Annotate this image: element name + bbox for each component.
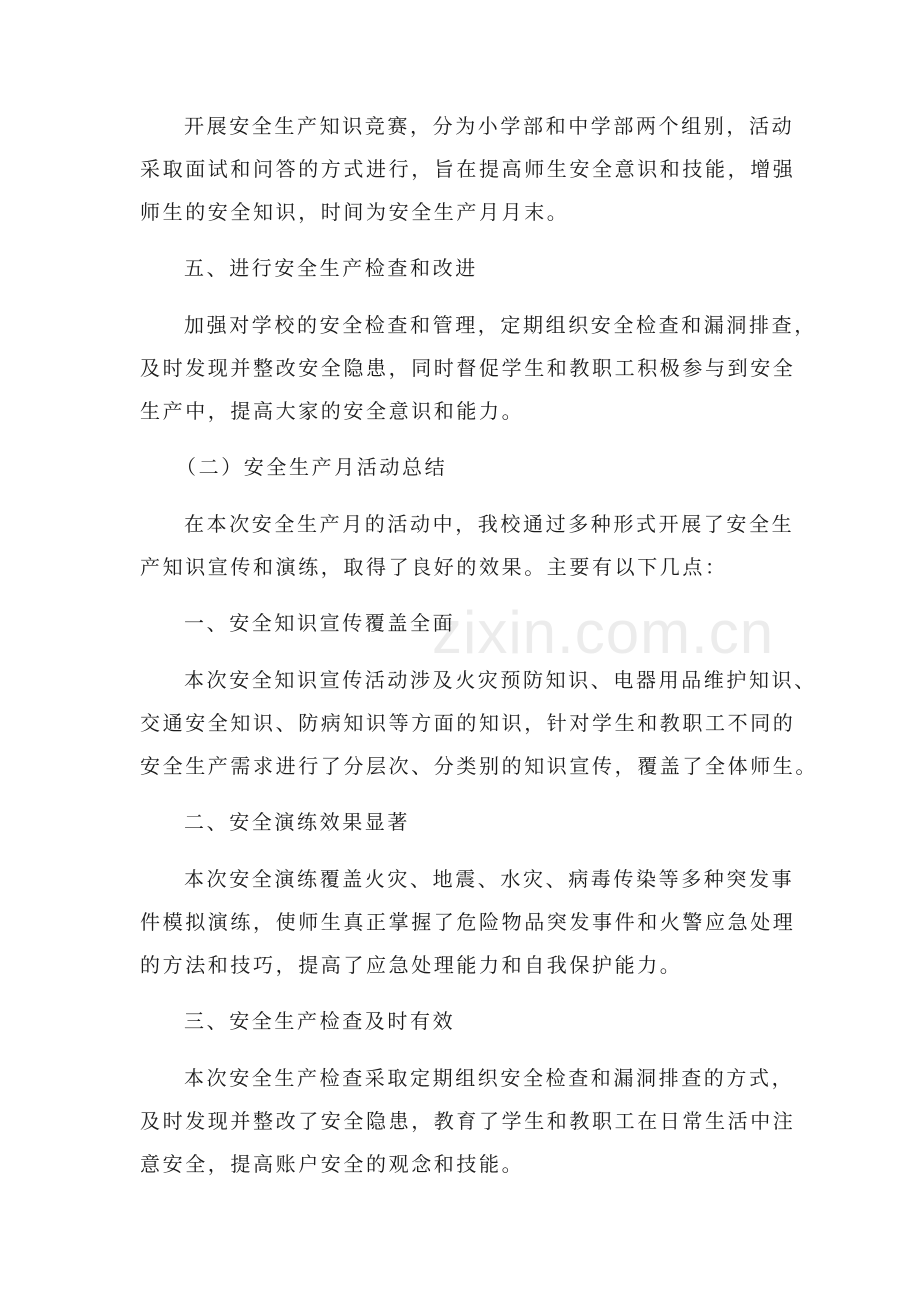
paragraph-line: 采取面试和问答的方式进行，旨在提高师生安全意识和技能，增强 bbox=[140, 157, 796, 181]
paragraph-line: 生产中，提高大家的安全意识和能力。 bbox=[140, 399, 525, 423]
paragraph-line: 及时发现并整改安全隐患，同时督促学生和教职工积极参与到安全 bbox=[140, 356, 796, 380]
paragraph-line: 本次安全知识宣传活动涉及火灾预防知识、电器用品维护知识、 bbox=[184, 668, 817, 692]
section-heading: 三、安全生产检查及时有效 bbox=[184, 1009, 456, 1033]
paragraph-line: 交通安全知识、防病知识等方面的知识，针对学生和教职工不同的 bbox=[140, 711, 796, 735]
section-heading: （二）安全生产月活动总结 bbox=[176, 455, 448, 479]
watermark: zixin.com.cn bbox=[432, 599, 775, 666]
paragraph-line: 产知识宣传和演练，取得了良好的效果。主要有以下几点： bbox=[140, 555, 728, 579]
section-heading: 五、进行安全生产检查和改进 bbox=[184, 256, 478, 280]
paragraph-line: 件模拟演练，使师生真正掌握了危险物品突发事件和火警应急处理 bbox=[140, 910, 796, 934]
paragraph-line: 的方法和技巧，提高了应急处理能力和自我保护能力。 bbox=[140, 953, 683, 977]
paragraph-line: 开展安全生产知识竞赛，分为小学部和中学部两个组别，活动 bbox=[184, 114, 795, 138]
section-heading: 二、安全演练效果显著 bbox=[184, 810, 410, 834]
paragraph-line: 本次安全生产检查采取定期组织安全检查和漏洞排查的方式， bbox=[184, 1066, 795, 1090]
paragraph-line: 及时发现并整改了安全隐患，教育了学生和教职工在日常生活中注 bbox=[140, 1109, 796, 1133]
paragraph-line: 师生的安全知识，时间为安全生产月月末。 bbox=[140, 200, 570, 224]
paragraph-line: 在本次安全生产月的活动中，我校通过多种形式开展了安全生 bbox=[184, 512, 795, 536]
paragraph-line: 安全生产需求进行了分层次、分类别的知识宣传，覆盖了全体师生。 bbox=[140, 754, 818, 778]
paragraph-line: 意安全，提高账户安全的观念和技能。 bbox=[140, 1152, 525, 1176]
paragraph-line: 加强对学校的安全检查和管理，定期组织安全检查和漏洞排查， bbox=[184, 313, 817, 337]
paragraph-line: 本次安全演练覆盖火灾、地震、水灾、病毒传染等多种突发事 bbox=[184, 867, 795, 891]
section-heading: 一、安全知识宣传覆盖全面 bbox=[184, 611, 456, 635]
